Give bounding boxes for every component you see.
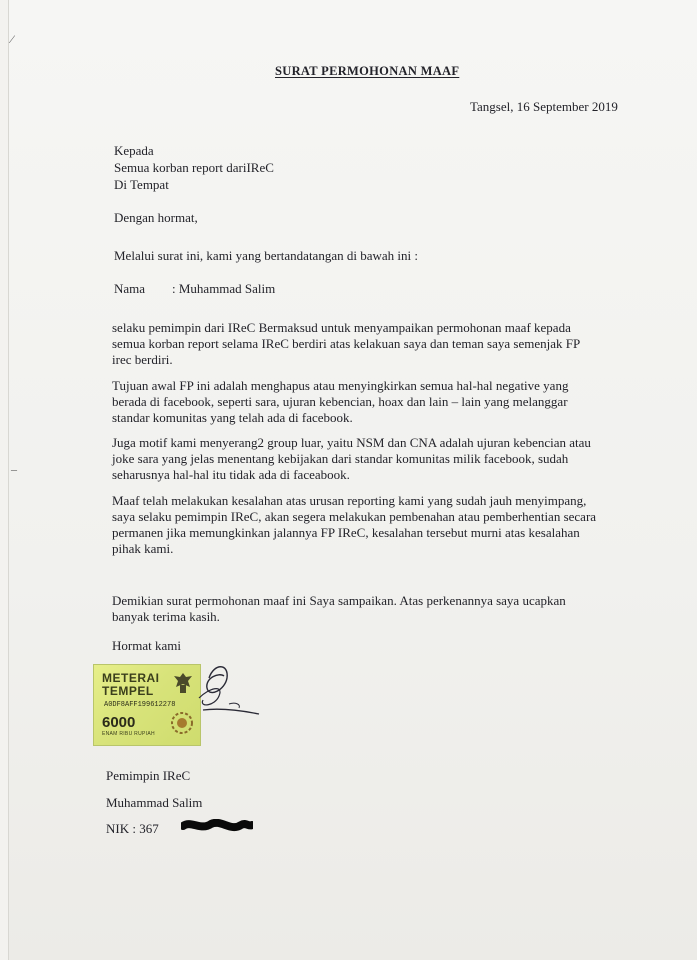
paragraph-line: banyak terima kasih. [112, 609, 220, 624]
letter-date: Tangsel, 16 September 2019 [470, 99, 618, 114]
redaction-mark [181, 819, 253, 833]
stamp-line1: METERAI [102, 671, 160, 685]
paragraph-line: standar komunitas yang telah ada di facebook. [112, 410, 353, 425]
paragraph-line: irec berdiri. [112, 352, 173, 367]
paragraph [112, 378, 632, 426]
nik-line: NIK : 367 [106, 821, 159, 836]
name-value: : Muhammad Salim [172, 281, 276, 296]
letter-title: SURAT PERMOHONAN MAAF [275, 64, 460, 78]
paragraph-line: seharusnya hal-hal itu tidak ada di faceabook. [112, 467, 350, 482]
edge-mark: – [11, 462, 17, 476]
signer-role: Pemimpin IReC [106, 768, 191, 783]
paragraph-line: Demikian surat permohonan maaf ini Saya sampaikan. Atas perkenannya saya ucapkan [112, 593, 566, 608]
closing: Hormat kami [112, 638, 181, 653]
name-label: Nama [114, 281, 146, 296]
paragraph-line: semua korban report selama IReC berdiri atas kelakuan saya dan teman saya semenjak FP [112, 336, 581, 351]
paragraph-line: saya selaku pemimpin IReC, akan segera melakukan pembenahan atau pemberhentian secara [112, 509, 597, 524]
greeting: Dengan hormat, [114, 210, 198, 225]
paragraph [112, 435, 632, 483]
stamp-value: 6000 [102, 714, 136, 731]
stamp-value-words: ENAM RIBU RUPIAH [102, 731, 155, 737]
signer-name: Muhammad Salim [106, 795, 203, 810]
paragraph-line: joke sara yang jelas menentang kebijakan dari standar komunitas milik facebook, sudah [112, 451, 569, 466]
paragraph [112, 493, 632, 557]
paragraph-line: Maaf telah melakukan kesalahan atas urusan reporting kami yang sudah jauh menyimpang, [112, 493, 587, 508]
recipient-line: Semua korban report dariIReC [114, 160, 274, 175]
paragraph-line: berada di facebook, seperti sara, ujuran kebencian, hoax dan lain – lain yang melanggar [112, 394, 568, 409]
stamp-serial: A0DF8AFF199612278 [104, 701, 176, 709]
paragraph-line: selaku pemimpin dari IReC Bermaksud untuk menyampaikan permohonan maaf kepada [112, 320, 571, 335]
edge-mark: ⁄ [11, 32, 14, 46]
intro-text: Melalui surat ini, kami yang bertandatangan di bawah ini : [114, 248, 418, 263]
stamp-line2: TEMPEL [102, 684, 154, 698]
recipient-line: Kepada [114, 143, 154, 158]
paragraph [112, 593, 632, 625]
paragraph-line: permanen jika memungkinkan jalannya FP IReC, kesalahan tersebut murni atas kesalahan [112, 525, 580, 540]
letter-page [8, 0, 697, 960]
paragraph-line: Tujuan awal FP ini adalah menghapus atau menyingkirkan semua hal-hal negative yang [112, 378, 569, 393]
paragraph-line: Juga motif kami menyerang2 group luar, yaitu NSM dan CNA adalah ujuran kebencian atau [112, 435, 591, 450]
recipient-line: Di Tempat [114, 177, 169, 192]
paragraph-line: pihak kami. [112, 541, 174, 556]
paragraph [112, 320, 632, 368]
handwritten-signature [169, 658, 269, 728]
